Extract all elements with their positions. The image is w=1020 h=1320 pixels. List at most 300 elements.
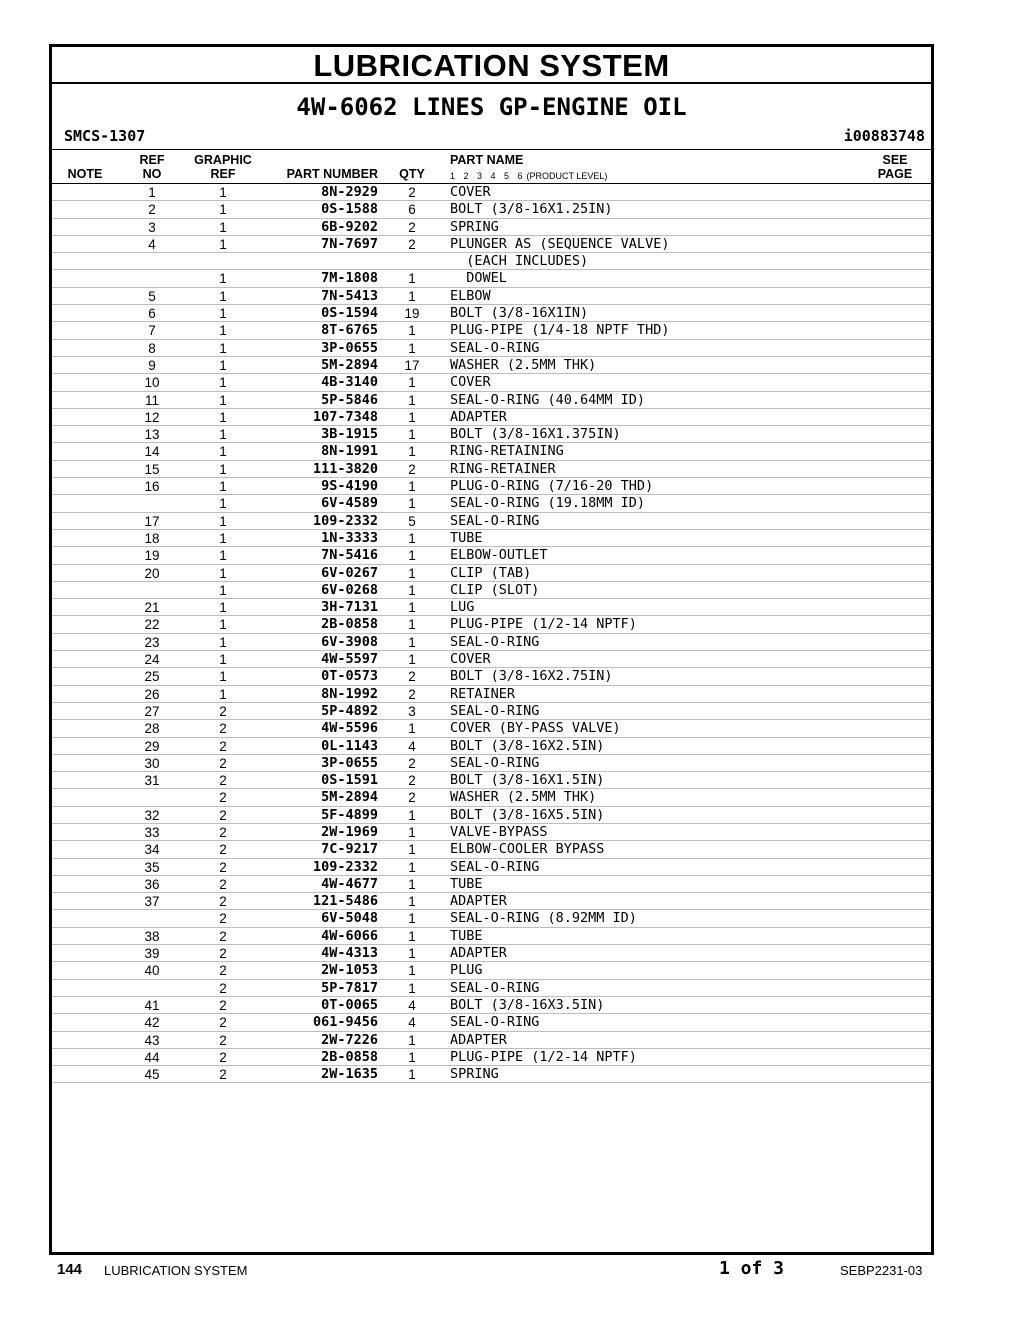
ref-no-cell: 17 — [144, 513, 160, 529]
qty-cell: 4 — [408, 738, 416, 754]
part-name-cell: TUBE — [450, 927, 483, 944]
qty-cell: 2 — [408, 236, 416, 252]
part-name-cell: BOLT (3/8-16X1IN) — [450, 305, 589, 322]
part-name-cell: RING-RETAINING — [450, 443, 564, 460]
qty-cell: 1 — [408, 617, 416, 633]
table-row — [52, 426, 931, 443]
part-name-cell: WASHER (2.5MM THK) — [450, 356, 597, 373]
ref-no-cell: 3 — [148, 219, 156, 235]
table-row — [52, 547, 931, 564]
graphic-ref-cell: 1 — [219, 202, 227, 218]
parts-list-frame — [49, 44, 934, 1255]
ref-no-cell: 19 — [144, 548, 160, 564]
footer-page-of: 1 of 3 — [719, 1258, 785, 1279]
graphic-ref-cell: 2 — [219, 1067, 227, 1083]
ref-no-cell: 23 — [144, 634, 160, 650]
qty-cell: 1 — [408, 479, 416, 495]
part-name-cell: SEAL-O-RING — [450, 754, 540, 771]
part-number-cell: 0T-0573 — [321, 668, 378, 685]
part-number-cell: 6B-9202 — [321, 218, 378, 235]
qty-cell: 1 — [408, 444, 416, 460]
header-divider — [52, 149, 931, 150]
table-row — [52, 513, 931, 530]
qty-cell: 1 — [408, 288, 416, 304]
qty-cell: 1 — [408, 842, 416, 858]
part-number-cell: 4B-3140 — [321, 374, 378, 391]
graphic-ref-cell: 1 — [219, 600, 227, 616]
part-number-cell: 8N-2929 — [321, 184, 378, 200]
column-header-graphic-bottom: REF — [210, 167, 236, 181]
graphic-ref-cell: 1 — [219, 461, 227, 477]
part-number-cell: 5P-4892 — [321, 702, 378, 719]
part-number-cell: 5P-5846 — [321, 391, 378, 408]
graphic-ref-cell: 1 — [219, 392, 227, 408]
part-number-cell: 0S-1591 — [321, 772, 378, 789]
part-number-cell: 8N-1992 — [321, 685, 378, 702]
table-row — [52, 392, 931, 409]
group-subtitle: 4W-6062 LINES GP-ENGINE OIL — [296, 93, 687, 121]
table-row — [52, 219, 931, 236]
table-row — [52, 738, 931, 755]
part-name-cell: LUG — [450, 599, 475, 616]
ref-no-cell: 35 — [144, 859, 160, 875]
smcs-code: SMCS-1307 — [64, 127, 146, 145]
graphic-ref-cell: 1 — [219, 530, 227, 546]
qty-cell: 1 — [408, 859, 416, 875]
ref-no-cell: 20 — [144, 565, 160, 581]
part-name-cell: WASHER (2.5MM THK) — [450, 789, 597, 806]
part-name-cell: CLIP (SLOT) — [450, 581, 540, 598]
qty-cell: 1 — [408, 496, 416, 512]
part-name-cell: SEAL-O-RING — [450, 339, 540, 356]
part-number-cell: 0L-1143 — [321, 737, 378, 754]
ref-no-cell: 9 — [148, 357, 156, 373]
qty-cell: 4 — [408, 1015, 416, 1031]
part-number-cell: 109-2332 — [312, 512, 378, 529]
ref-no-cell: 31 — [144, 773, 160, 789]
part-name-cell: CLIP (TAB) — [450, 564, 532, 581]
column-header-graphic-top: GRAPHIC — [194, 153, 252, 167]
part-name-cell: SEAL-O-RING — [450, 858, 540, 875]
footer-doc-id: SEBP2231-03 — [840, 1263, 923, 1278]
table-row — [52, 686, 931, 703]
graphic-ref-cell: 1 — [219, 479, 227, 495]
part-number-cell: 5F-4899 — [321, 806, 378, 823]
graphic-ref-cell: 2 — [219, 773, 227, 789]
part-name-cell: SEAL-O-RING — [450, 633, 540, 650]
graphic-ref-cell: 1 — [219, 219, 227, 235]
qty-cell: 3 — [408, 703, 416, 719]
graphic-ref-cell: 2 — [219, 738, 227, 754]
column-header-ref-bottom: NO — [142, 167, 162, 181]
column-header-ref-top: REF — [139, 153, 165, 167]
part-name-cell: BOLT (3/8-16X1.375IN) — [450, 426, 621, 443]
part-name-cell: RETAINER — [450, 685, 516, 702]
part-number-cell: 7N-5413 — [321, 287, 378, 304]
table-row — [52, 703, 931, 720]
ref-no-cell: 42 — [144, 1015, 160, 1031]
ref-no-cell: 30 — [144, 755, 160, 771]
table-row — [52, 789, 931, 806]
column-header-part-number: PART NUMBER — [286, 167, 378, 181]
qty-cell: 6 — [408, 202, 416, 218]
ref-no-cell: 2 — [148, 202, 156, 218]
part-name-cell: DOWEL — [450, 270, 507, 287]
part-name-cell: SEAL-O-RING (19.18MM ID) — [450, 495, 646, 512]
part-number-cell: 2W-7226 — [321, 1031, 378, 1048]
ref-no-cell: 12 — [144, 409, 160, 425]
table-row — [52, 962, 931, 979]
table-row — [52, 530, 931, 547]
part-number-cell: 2W-1635 — [321, 1066, 378, 1083]
graphic-ref-cell: 2 — [219, 842, 227, 858]
column-header-see-top: SEE — [882, 153, 908, 167]
table-row — [52, 1032, 931, 1049]
graphic-ref-cell: 2 — [219, 721, 227, 737]
table-row — [52, 288, 931, 305]
ref-no-cell: 39 — [144, 946, 160, 962]
graphic-ref-cell: 1 — [219, 375, 227, 391]
graphic-ref-cell: 1 — [219, 288, 227, 304]
part-number-cell: 6V-5048 — [321, 910, 378, 927]
table-row — [52, 495, 931, 512]
footer-page-number: 144 — [57, 1261, 83, 1278]
qty-cell: 1 — [408, 375, 416, 391]
part-number-cell: 0S-1594 — [321, 305, 378, 322]
qty-cell: 2 — [408, 219, 416, 235]
ref-no-cell: 34 — [144, 842, 160, 858]
ref-no-cell: 18 — [144, 530, 160, 546]
graphic-ref-cell: 1 — [219, 565, 227, 581]
qty-cell: 17 — [404, 357, 420, 373]
table-row — [52, 720, 931, 737]
table-row — [52, 305, 931, 322]
qty-cell: 1 — [408, 824, 416, 840]
part-name-cell: BOLT (3/8-16X5.5IN) — [450, 806, 605, 823]
part-name-cell: ADAPTER — [450, 408, 507, 425]
qty-cell: 1 — [408, 548, 416, 564]
part-name-cell: VALVE-BYPASS — [450, 823, 548, 840]
qty-cell: 1 — [408, 409, 416, 425]
column-header-qty: QTY — [399, 167, 425, 181]
ref-no-cell: 32 — [144, 807, 160, 823]
part-name-cell: SPRING — [450, 1066, 499, 1083]
graphic-ref-cell: 1 — [219, 548, 227, 564]
table-row — [52, 270, 931, 287]
illustration-id: i00883748 — [843, 127, 925, 145]
graphic-ref-cell: 1 — [219, 496, 227, 512]
graphic-ref-cell: 2 — [219, 928, 227, 944]
table-row — [52, 1066, 931, 1083]
qty-cell: 1 — [408, 427, 416, 443]
part-number-cell: 7N-5416 — [321, 547, 378, 564]
graphic-ref-cell: 2 — [219, 807, 227, 823]
table-row — [52, 201, 931, 218]
graphic-ref-cell: 1 — [219, 652, 227, 668]
table-row — [52, 461, 931, 478]
qty-cell: 2 — [408, 461, 416, 477]
qty-cell: 1 — [408, 963, 416, 979]
graphic-ref-cell: 1 — [219, 236, 227, 252]
ref-no-cell: 14 — [144, 444, 160, 460]
qty-cell: 1 — [408, 876, 416, 892]
part-number-cell: 4W-5596 — [321, 720, 378, 737]
graphic-ref-cell: 1 — [219, 617, 227, 633]
part-name-cell: RING-RETAINER — [450, 460, 556, 477]
ref-no-cell: 8 — [148, 340, 156, 356]
ref-no-cell: 38 — [144, 928, 160, 944]
ref-no-cell: 33 — [144, 824, 160, 840]
part-number-cell: 6V-0267 — [321, 564, 378, 581]
qty-cell: 1 — [408, 946, 416, 962]
qty-cell: 1 — [408, 911, 416, 927]
table-row — [52, 253, 931, 270]
ref-no-cell: 6 — [148, 306, 156, 322]
part-number-cell: 2W-1053 — [321, 962, 378, 979]
table-row — [52, 634, 931, 651]
qty-cell: 2 — [408, 755, 416, 771]
part-name-cell: BOLT (3/8-16X1.25IN) — [450, 201, 613, 218]
part-number-cell: 4W-4677 — [321, 875, 378, 892]
qty-cell: 2 — [408, 686, 416, 702]
table-row — [52, 1049, 931, 1066]
graphic-ref-cell: 1 — [219, 357, 227, 373]
part-name-cell: PLUNGER AS (SEQUENCE VALVE) — [450, 235, 670, 252]
table-row — [52, 997, 931, 1014]
qty-cell: 1 — [408, 721, 416, 737]
part-number-cell: 6V-0268 — [321, 581, 378, 598]
qty-cell: 5 — [408, 513, 416, 529]
part-number-cell: 5M-2894 — [321, 789, 378, 806]
ref-no-cell: 10 — [144, 375, 160, 391]
part-number-cell: 1N-3333 — [321, 529, 378, 546]
part-name-cell: SEAL-O-RING — [450, 512, 540, 529]
part-name-cell: PLUG — [450, 962, 483, 979]
part-name-cell: COVER (BY-PASS VALVE) — [450, 720, 621, 737]
parts-table-body — [52, 184, 931, 1083]
qty-cell: 1 — [408, 894, 416, 910]
graphic-ref-cell: 2 — [219, 911, 227, 927]
table-row — [52, 443, 931, 460]
part-number-cell: 061-9456 — [312, 1014, 378, 1031]
ref-no-cell: 40 — [144, 963, 160, 979]
qty-cell: 1 — [408, 392, 416, 408]
graphic-ref-cell: 2 — [219, 980, 227, 996]
graphic-ref-cell: 2 — [219, 703, 227, 719]
graphic-ref-cell: 2 — [219, 946, 227, 962]
table-row — [52, 893, 931, 910]
part-number-cell: 8T-6765 — [321, 322, 378, 339]
table-row — [52, 755, 931, 772]
part-name-cell: SEAL-O-RING — [450, 702, 540, 719]
graphic-ref-cell: 1 — [219, 686, 227, 702]
table-row — [52, 340, 931, 357]
graphic-ref-cell: 2 — [219, 894, 227, 910]
qty-cell: 2 — [408, 773, 416, 789]
ref-no-cell: 27 — [144, 703, 160, 719]
graphic-ref-cell: 1 — [219, 427, 227, 443]
graphic-ref-cell: 2 — [219, 1015, 227, 1031]
ref-no-cell: 44 — [144, 1049, 160, 1065]
part-name-cell: BOLT (3/8-16X2.5IN) — [450, 737, 605, 754]
qty-cell: 1 — [408, 323, 416, 339]
ref-no-cell: 22 — [144, 617, 160, 633]
ref-no-cell: 45 — [144, 1067, 160, 1083]
graphic-ref-cell: 2 — [219, 997, 227, 1013]
graphic-ref-cell: 2 — [219, 859, 227, 875]
part-number-cell: 4W-5597 — [321, 651, 378, 668]
graphic-ref-cell: 1 — [219, 271, 227, 287]
part-name-cell: SEAL-O-RING (40.64MM ID) — [450, 391, 646, 408]
table-row — [52, 582, 931, 599]
ref-no-cell: 29 — [144, 738, 160, 754]
qty-cell: 1 — [408, 634, 416, 650]
table-row — [52, 409, 931, 426]
graphic-ref-cell: 1 — [219, 323, 227, 339]
qty-cell: 2 — [408, 185, 416, 200]
table-row — [52, 668, 931, 685]
graphic-ref-cell: 1 — [219, 634, 227, 650]
part-number-cell: 2W-1969 — [321, 823, 378, 840]
table-row — [52, 236, 931, 253]
graphic-ref-cell: 1 — [219, 669, 227, 685]
table-row — [52, 616, 931, 633]
column-header-note: NOTE — [67, 167, 103, 181]
part-name-cell: PLUG-O-RING (7/16-20 THD) — [450, 478, 654, 495]
product-levels — [450, 171, 607, 181]
qty-cell: 1 — [408, 600, 416, 616]
part-name-cell: ELBOW-OUTLET — [450, 547, 548, 564]
ref-no-cell: 15 — [144, 461, 160, 477]
table-row — [52, 824, 931, 841]
ref-no-cell: 16 — [144, 479, 160, 495]
part-name-cell: COVER — [450, 651, 491, 668]
ref-no-cell: 26 — [144, 686, 160, 702]
table-row — [52, 980, 931, 997]
part-number-cell: 0S-1588 — [321, 201, 378, 218]
ref-no-cell: 41 — [144, 997, 160, 1013]
part-number-cell: 2B-0858 — [321, 616, 378, 633]
footer-section: LUBRICATION SYSTEM — [104, 1263, 248, 1278]
qty-cell: 1 — [408, 928, 416, 944]
ref-no-cell: 37 — [144, 894, 160, 910]
part-number-cell: 121-5486 — [312, 893, 378, 910]
part-number-cell: 5M-2894 — [321, 356, 378, 373]
qty-cell: 1 — [408, 340, 416, 356]
table-row — [52, 807, 931, 824]
table-row — [52, 945, 931, 962]
graphic-ref-cell: 1 — [219, 340, 227, 356]
table-row — [52, 478, 931, 495]
graphic-ref-cell: 2 — [219, 790, 227, 806]
qty-cell: 1 — [408, 530, 416, 546]
ref-no-cell: 25 — [144, 669, 160, 685]
qty-cell: 19 — [404, 306, 420, 322]
part-name-cell: ADAPTER — [450, 945, 507, 962]
qty-cell: 1 — [408, 807, 416, 823]
qty-cell: 1 — [408, 271, 416, 287]
part-name-cell: BOLT (3/8-16X2.75IN) — [450, 668, 613, 685]
ref-no-cell: 1 — [148, 185, 156, 200]
part-name-cell: TUBE — [450, 529, 483, 546]
graphic-ref-cell: 2 — [219, 876, 227, 892]
qty-cell: 1 — [408, 1032, 416, 1048]
part-number-cell: 109-2332 — [312, 858, 378, 875]
table-row — [52, 928, 931, 945]
graphic-ref-cell: 2 — [219, 755, 227, 771]
table-row — [52, 184, 931, 201]
qty-cell: 1 — [408, 1049, 416, 1065]
graphic-ref-cell: 2 — [219, 1049, 227, 1065]
ref-no-cell: 11 — [144, 392, 159, 408]
table-row — [52, 651, 931, 668]
column-header-part-name: PART NAME — [450, 153, 524, 167]
part-number-cell: 6V-4589 — [321, 495, 378, 512]
part-number-cell: 8N-1991 — [321, 443, 378, 460]
table-row — [52, 565, 931, 582]
part-name-cell: ADAPTER — [450, 1031, 507, 1048]
graphic-ref-cell: 2 — [219, 824, 227, 840]
qty-cell: 1 — [408, 565, 416, 581]
part-name-cell: COVER — [450, 184, 491, 200]
qty-cell: 1 — [408, 582, 416, 598]
ref-no-cell: 28 — [144, 721, 160, 737]
graphic-ref-cell: 1 — [219, 185, 227, 200]
part-name-cell: TUBE — [450, 875, 483, 892]
part-name-cell: ADAPTER — [450, 893, 507, 910]
ref-no-cell: 5 — [148, 288, 156, 304]
table-row — [52, 910, 931, 927]
part-number-cell: 111-3820 — [312, 460, 378, 477]
part-name-cell: SPRING — [450, 218, 499, 235]
part-number-cell: 0T-0065 — [321, 996, 378, 1013]
table-row — [52, 322, 931, 339]
part-number-cell: 3H-7131 — [321, 599, 378, 616]
graphic-ref-cell: 2 — [219, 963, 227, 979]
part-name-cell: ELBOW-COOLER BYPASS — [450, 841, 605, 858]
ref-no-cell: 4 — [148, 236, 156, 252]
part-name-cell: (EACH INCLUDES) — [450, 253, 589, 270]
table-row — [52, 859, 931, 876]
part-number-cell: 9S-4190 — [321, 478, 378, 495]
graphic-ref-cell: 1 — [219, 513, 227, 529]
part-name-cell: PLUG-PIPE (1/2-14 NPTF) — [450, 616, 637, 633]
qty-cell: 1 — [408, 980, 416, 996]
part-name-cell: SEAL-O-RING — [450, 979, 540, 996]
table-row — [52, 876, 931, 893]
qty-cell: 1 — [408, 652, 416, 668]
part-name-cell: PLUG-PIPE (1/4-18 NPTF THD) — [450, 322, 670, 339]
qty-cell: 4 — [408, 997, 416, 1013]
qty-cell: 2 — [408, 790, 416, 806]
graphic-ref-cell: 1 — [219, 306, 227, 322]
part-number-cell: 7C-9217 — [321, 841, 378, 858]
graphic-ref-cell: 1 — [219, 444, 227, 460]
ref-no-cell: 7 — [148, 323, 156, 339]
ref-no-cell: 13 — [144, 427, 160, 443]
table-row — [52, 374, 931, 391]
part-number-cell: 2B-0858 — [321, 1048, 378, 1065]
table-row — [52, 772, 931, 789]
table-row — [52, 357, 931, 374]
product-level-label: (PRODUCT LEVEL) — [526, 171, 608, 181]
part-name-cell: ELBOW — [450, 287, 491, 304]
part-number-cell: 6V-3908 — [321, 633, 378, 650]
part-number-cell: 4W-6066 — [321, 927, 378, 944]
part-number-cell: 7N-7697 — [321, 235, 378, 252]
part-number-cell: 107-7348 — [312, 408, 378, 425]
column-header-see-bottom: PAGE — [877, 167, 913, 181]
